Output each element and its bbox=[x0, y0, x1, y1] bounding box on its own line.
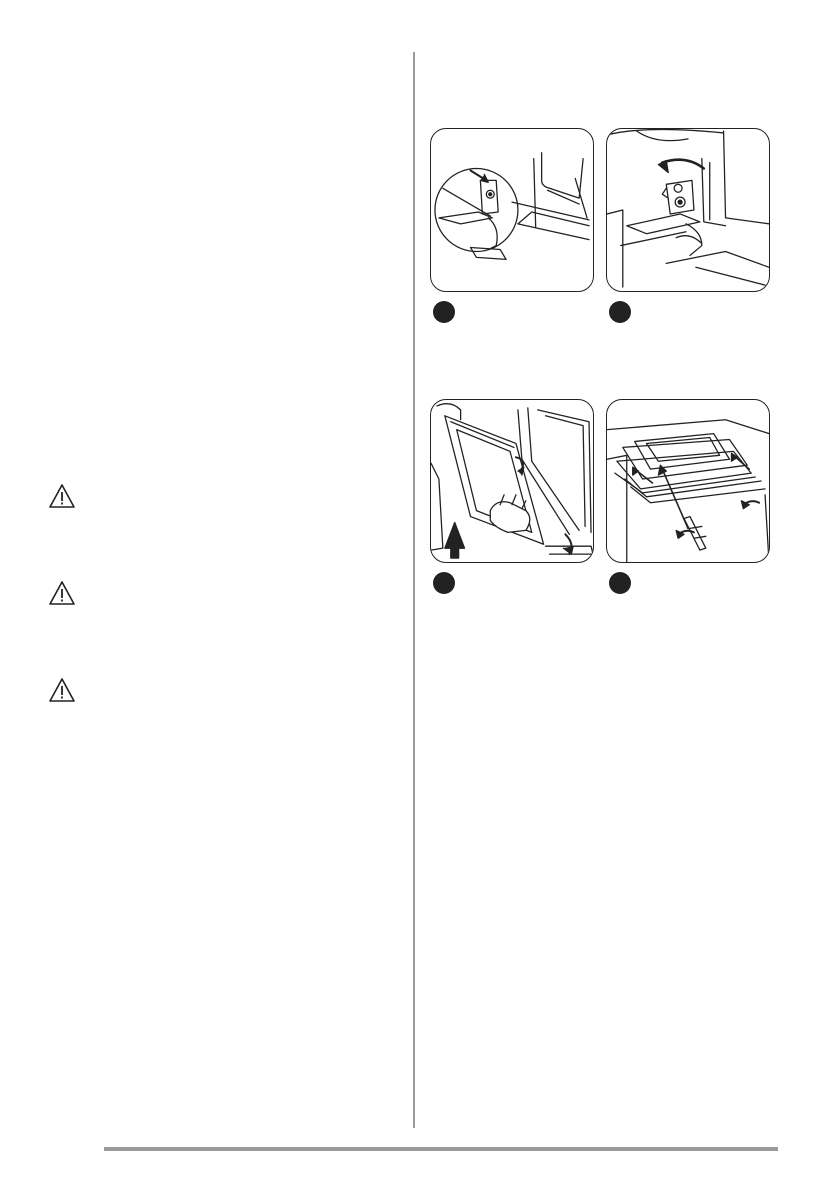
warning-triangle-icon bbox=[48, 580, 76, 606]
step-marker-1 bbox=[433, 301, 455, 323]
figure-hinge-rotate bbox=[606, 128, 770, 292]
warning-triangle-icon bbox=[48, 677, 76, 703]
step-marker-2 bbox=[609, 301, 631, 323]
figure-door-glass-screwdriver bbox=[606, 399, 770, 563]
figure-hinge-closeup bbox=[430, 128, 594, 292]
step-marker-3 bbox=[433, 572, 455, 594]
warning-triangle-icon bbox=[48, 483, 76, 509]
figure-door-lift-off bbox=[430, 399, 594, 563]
step-marker-4 bbox=[609, 572, 631, 594]
footer-rule bbox=[104, 1147, 778, 1151]
column-divider bbox=[413, 52, 415, 1128]
